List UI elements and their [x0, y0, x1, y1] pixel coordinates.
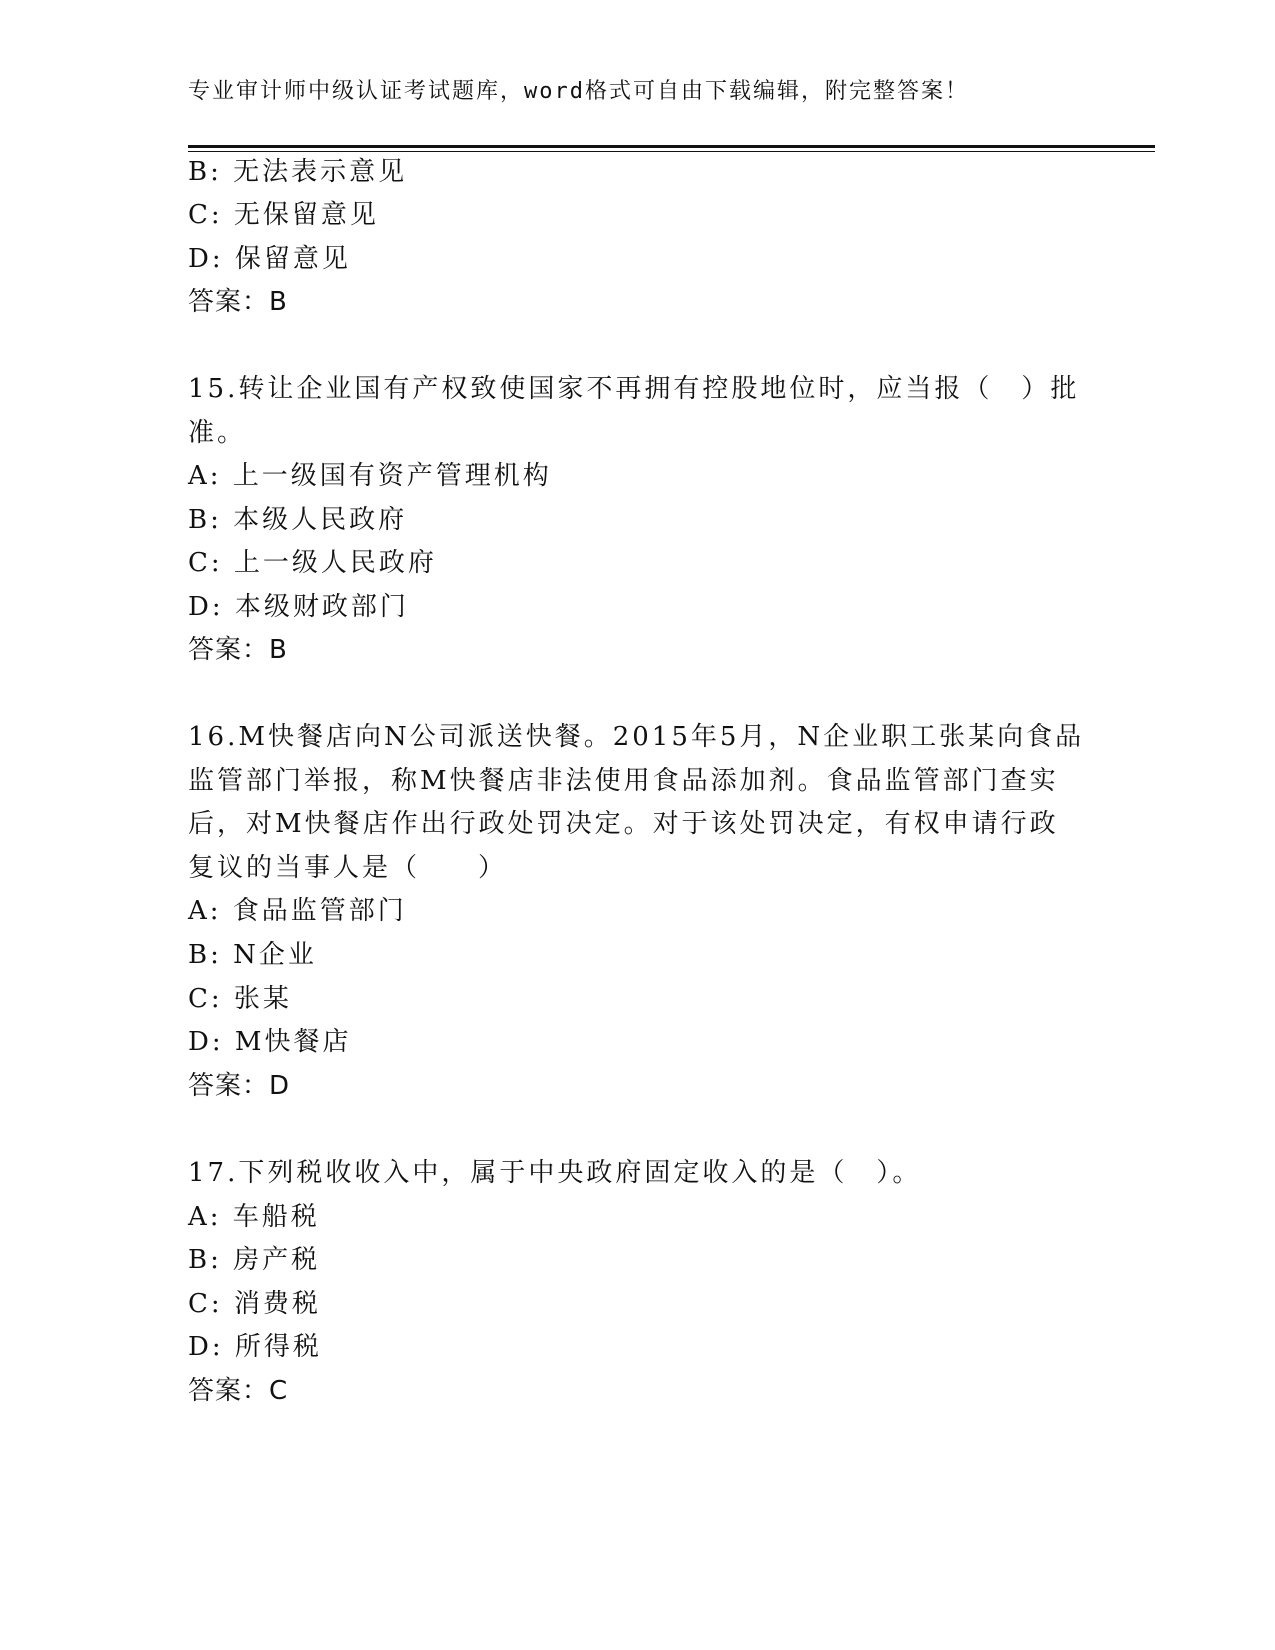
q16-option-b: B: N企业 [188, 940, 317, 970]
q16-stem-line-4: 复议的当事人是（ ） [188, 853, 508, 883]
q16-option-a: A: 食品监管部门 [188, 896, 407, 926]
page-header: 专业审计师中级认证考试题库，word格式可自由下载编辑，附完整答案！ [188, 79, 969, 104]
q17-option-c: C: 消费税 [188, 1289, 321, 1319]
q17-answer: 答案：C [188, 1376, 289, 1406]
q15-option-a: A: 上一级国有资产管理机构 [188, 461, 552, 491]
q14-option-b: B: 无法表示意见 [188, 157, 408, 187]
q15-stem-line-1: 15.转让企业国有产权致使国家不再拥有控股地位时，应当报（ ）批 [188, 374, 1080, 404]
q16-stem-line-3: 后，对M快餐店作出行政处罚决定。对于该处罚决定，有权申请行政 [188, 809, 1059, 839]
q16-option-c: C: 张某 [188, 984, 292, 1014]
q16-option-d: D: M快餐店 [188, 1027, 352, 1057]
q17-stem-line-1: 17.下列税收收入中，属于中央政府固定收入的是（ ）。 [188, 1158, 922, 1188]
header-rule-thick [188, 145, 1155, 148]
q16-answer: 答案：D [188, 1071, 291, 1101]
q15-option-b: B: 本级人民政府 [188, 505, 408, 535]
q15-stem-line-2: 准。 [188, 418, 247, 448]
header-rule-thin [188, 151, 1155, 152]
q17-option-b: B: 房产税 [188, 1245, 321, 1275]
q16-stem-line-1: 16.M快餐店向N公司派送快餐。2015年5月，N企业职工张某向食品 [188, 722, 1085, 752]
q15-option-c: C: 上一级人民政府 [188, 548, 437, 578]
q14-option-d: D: 保留意见 [188, 244, 351, 274]
q14-answer: 答案：B [188, 287, 288, 317]
q16-stem-line-2: 监管部门举报，称M快餐店非法使用食品添加剂。食品监管部门查实 [188, 766, 1059, 796]
q17-option-d: D: 所得税 [188, 1332, 322, 1362]
q14-option-c: C: 无保留意见 [188, 200, 379, 230]
q15-answer: 答案：B [188, 635, 288, 665]
q15-option-d: D: 本级财政部门 [188, 592, 409, 622]
q17-option-a: A: 车船税 [188, 1202, 320, 1232]
